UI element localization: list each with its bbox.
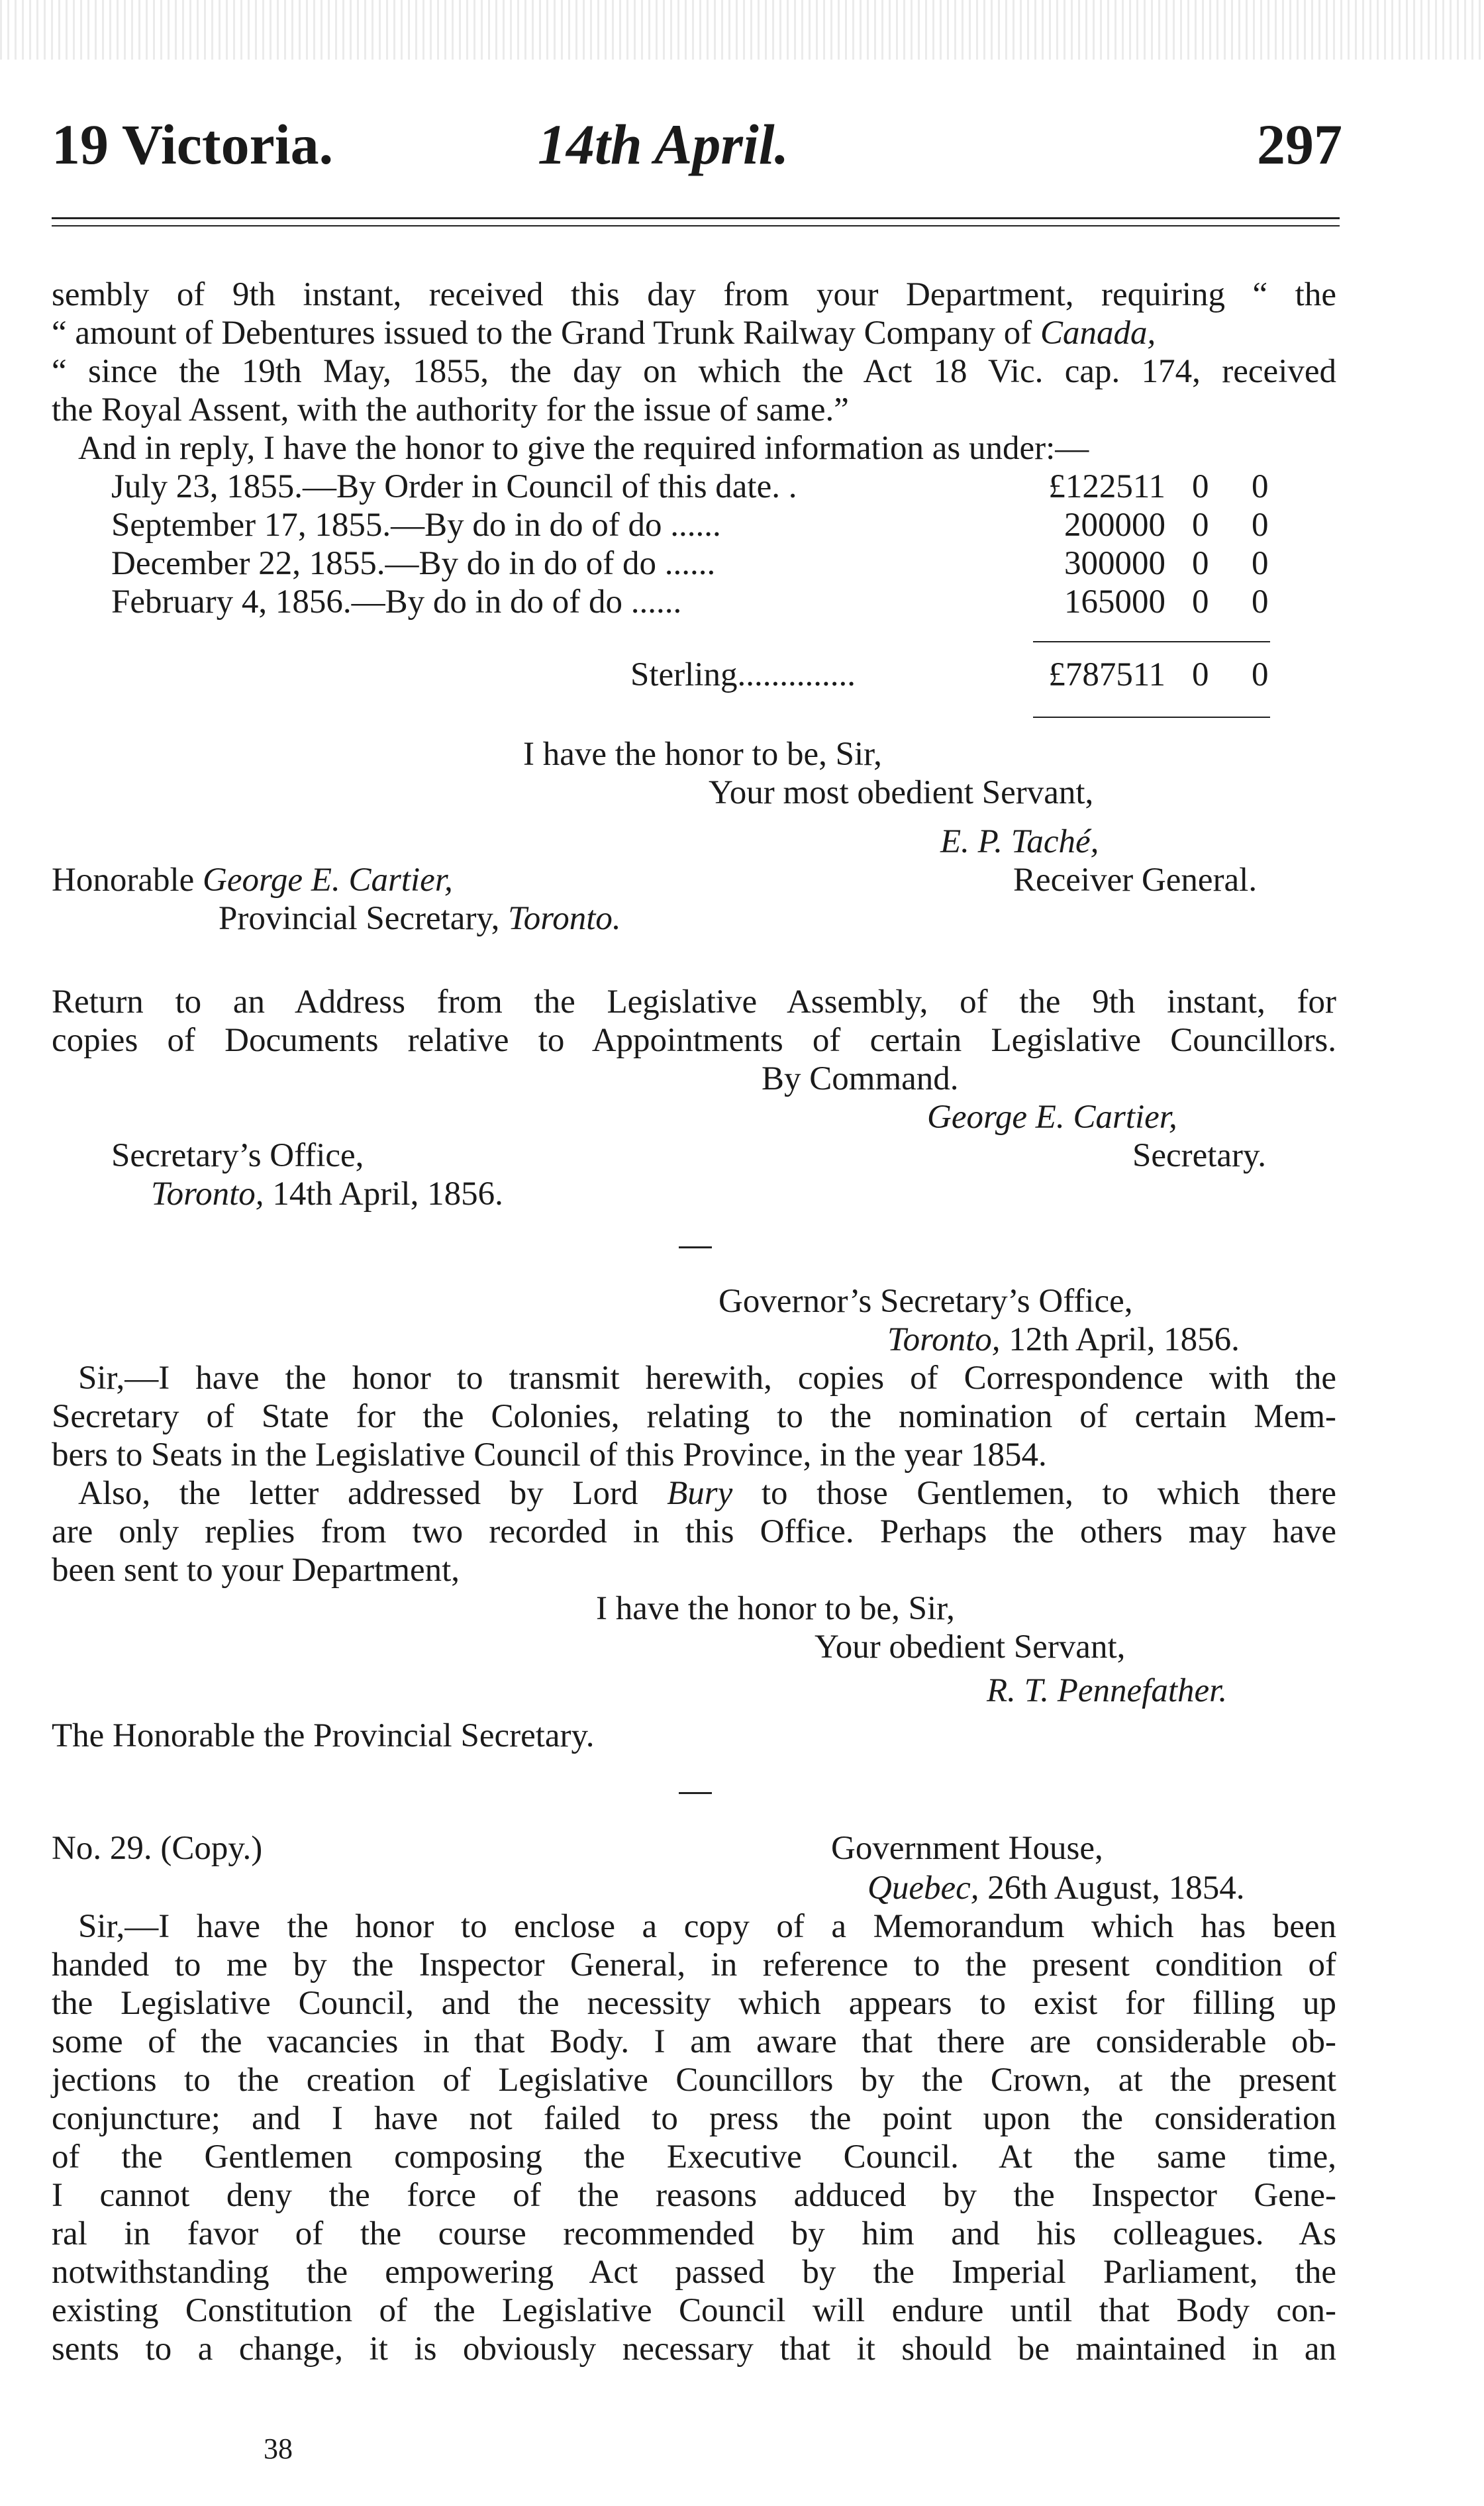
body-line-text: “ amount of Debentures issued to the Grand Trunk Railway Company of [52,315,1040,352]
closing-line: I have the honor to be, Sir, [596,1590,955,1627]
office-line: Secretary’s Office, [111,1137,364,1174]
scan-noise [0,0,1484,60]
by-command: By Command. [762,1060,959,1097]
addressee-prefix: Honorable [52,862,203,899]
table-row-s: 0 [1192,507,1209,544]
addressee-line [52,861,453,899]
body-line: copies of Documents relative to Appointments of certain Legislative Councillors. [52,1022,1336,1059]
section-dash [679,1246,712,1248]
body-line: And in reply, I have the honor to give the required information as under:— [78,430,1089,467]
body-line: are only replies from two recorded in this Office. Perhaps the others may have [52,1513,1336,1550]
table-row-amount: 200000 [1064,507,1165,544]
table-row-label: July 23, 1855.—By Order in Council of this date. . [111,468,797,505]
date-text: 26th August, 1854. [979,1870,1245,1907]
signatory-title: Secretary. [1132,1137,1266,1174]
addressee-prefix: Provincial Secretary, [219,900,509,937]
table-row-s: 0 [1192,583,1209,621]
table-row-s: 0 [1192,545,1209,582]
closing-line: Your obedient Servant, [815,1629,1126,1666]
body-line: sembly of 9th instant, received this day from your Department, requiring “ the [52,276,1336,313]
page-number: 297 [1257,113,1342,176]
table-row-d: 0 [1252,507,1269,544]
office-line: Government House, [831,1830,1103,1867]
table-row-amount: 165000 [1064,583,1165,621]
section-dash [679,1792,712,1794]
body-line: Sir,—I have the honor to transmit herewith, copies of Correspondence with the [78,1360,1336,1397]
table-row-label: February 4, 1856.—By do in do of do ...... [111,583,682,621]
total-label: Sterling.............. [630,656,856,693]
body-line: Sir,—I have the honor to enclose a copy of a Memorandum which has been [78,1908,1336,1945]
sum-rule [1033,641,1270,642]
header-rule-bottom [52,225,1340,226]
body-line-italic: Canada, [1040,315,1156,352]
date-line [151,1175,503,1213]
running-head-left: 19 Victoria. [52,113,334,176]
body-line: handed to me by the Inspector General, in reference to the present condition of [52,1946,1336,1983]
body-line: Secretary of State for the Colonies, relating to the nomination of certain Mem- [52,1398,1336,1435]
table-row-s: 0 [1192,468,1209,505]
body-line: conjuncture; and I have not failed to press the point upon the consideration [52,2100,1336,2137]
table-row-label: September 17, 1855.—By do in do of do ...... [111,507,721,544]
addressee-name: George E. Cartier, [203,862,453,899]
date-text: 12th April, 1856. [1000,1321,1240,1358]
date-place: Toronto, [887,1321,1001,1358]
body-line: existing Constitution of the Legislative Council will endure until that Body con- [52,2292,1336,2329]
body-line: the Legislative Council, and the necessity which appears to exist for filling up [52,1985,1336,2022]
table-row-label: December 22, 1855.—By do in do of do ...... [111,545,716,582]
total-s: 0 [1192,656,1209,693]
total-rule [1033,717,1270,718]
table-row-amount: £122511 [1048,468,1165,505]
date-place: Quebec, [867,1870,979,1907]
running-head-date: 14th April. [538,113,789,176]
addressee-line [219,899,621,938]
signature: George E. Cartier, [927,1099,1177,1136]
signature: E. P. Taché, [940,823,1099,860]
body-line: notwithstanding the empowering Act passed by the Imperial Parliament, the [52,2254,1336,2291]
body-line: jections to the creation of Legislative Councillors by the Crown, at the present [52,2062,1336,2099]
total-amount: £787511 [1048,656,1165,693]
date-line [887,1321,1240,1359]
body-text: Also, the letter addressed by Lord [78,1475,668,1512]
body-line: of the Gentlemen composing the Executive Council. At the same time, [52,2138,1336,2176]
addressee-place: Toronto. [508,900,621,937]
signatory-title: Receiver General. [1013,862,1258,899]
addressee-line: The Honorable the Provincial Secretary. [52,1717,595,1754]
date-line [867,1869,1244,1907]
table-row-d: 0 [1252,583,1269,621]
header-rule-top [52,217,1340,219]
body-line: bers to Seats in the Legislative Council of this Province, in the year 1854. [52,1436,1047,1474]
body-line: the Royal Assent, with the authority for the issue of same.” [52,391,849,428]
body-line [52,314,1336,352]
body-line: I cannot deny the force of the reasons adduced by the Inspector Gene- [52,2177,1336,2214]
signature: R. T. Pennefather. [987,1672,1228,1709]
body-italic: Bury [667,1475,733,1512]
body-line: been sent to your Department, [52,1552,460,1589]
office-line: Governor’s Secretary’s Office, [718,1283,1133,1320]
body-line [78,1474,1336,1513]
body-line: “ since the 19th May, 1855, the day on which the Act 18 Vic. cap. 174, received [52,353,1336,390]
closing-line: Your most obedient Servant, [709,774,1094,811]
signature-mark: 38 [264,2432,293,2465]
body-text: to those Gentlemen, to which there [732,1475,1336,1512]
total-d: 0 [1252,656,1269,693]
table-row-amount: 300000 [1064,545,1165,582]
table-row-d: 0 [1252,468,1269,505]
body-line: some of the vacancies in that Body. I am aware that there are considerable ob- [52,2023,1336,2060]
date-place: Toronto, [151,1176,264,1213]
body-line: sents to a change, it is obviously necessary that it should be maintained in an [52,2331,1336,2368]
body-line: ral in favor of the course recommended by him and his colleagues. As [52,2215,1336,2252]
date-text: 14th April, 1856. [264,1176,503,1213]
body-line: Return to an Address from the Legislative Assembly, of the 9th instant, for [52,983,1336,1021]
closing-line: I have the honor to be, Sir, [523,736,882,773]
document-number: No. 29. (Copy.) [52,1830,263,1867]
table-row-d: 0 [1252,545,1269,582]
